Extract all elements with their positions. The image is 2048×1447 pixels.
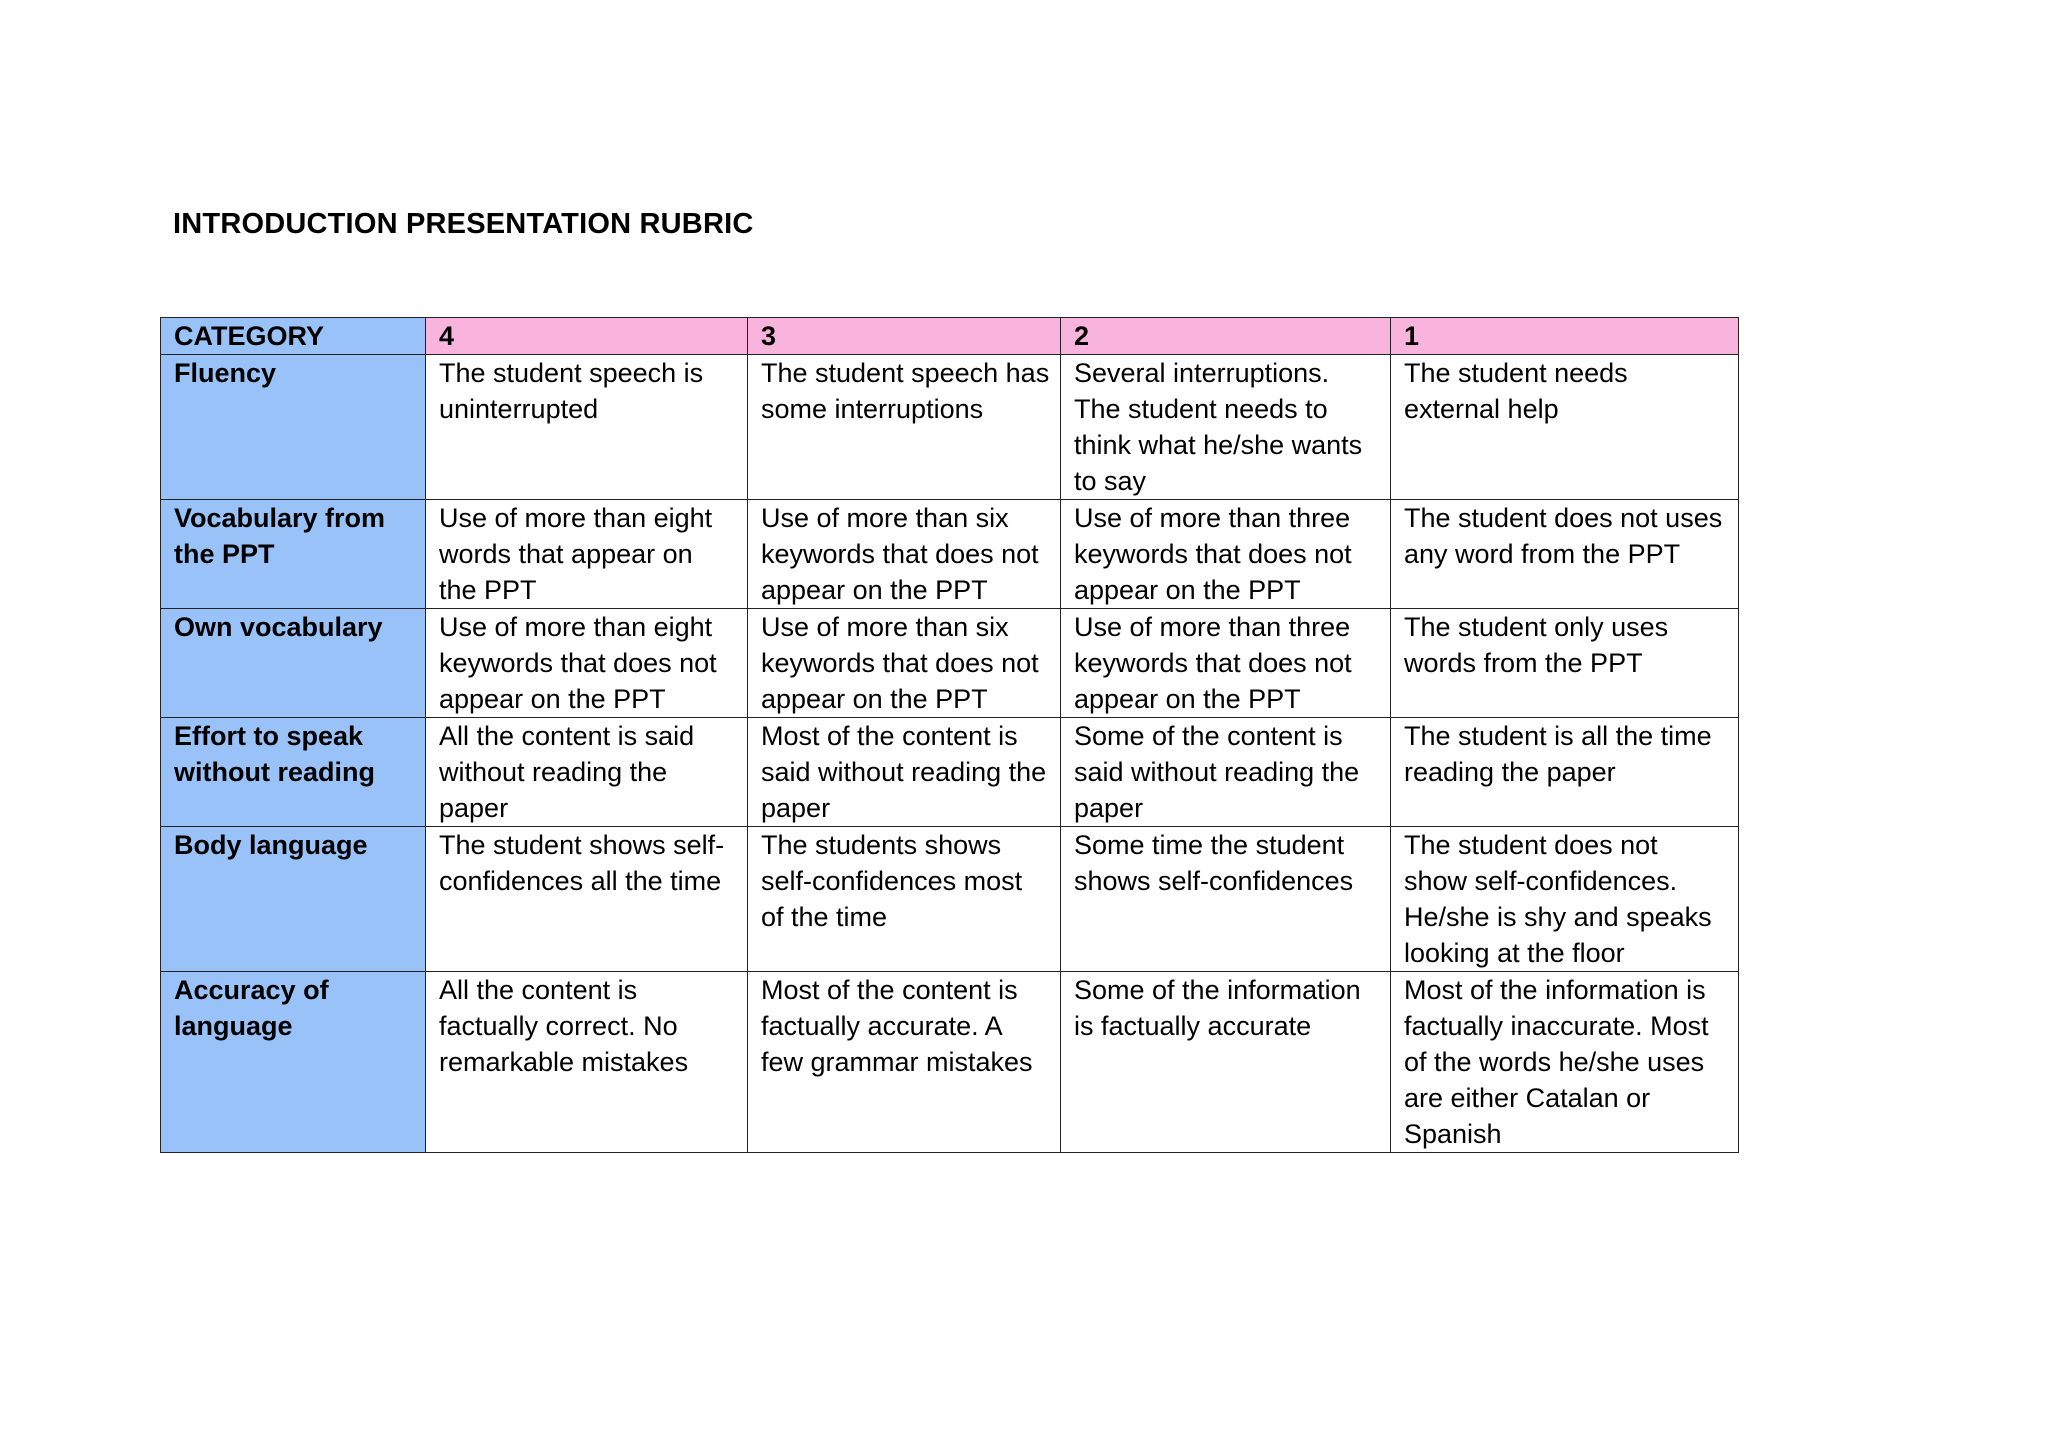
score-2-cell: Several interruptions. The student needs to think what he/she wants to say <box>1061 355 1391 500</box>
score-4-cell: All the content is factually correct. No remarkable mistakes <box>426 972 748 1153</box>
score-4-cell: Use of more than eight keywords that does not appear on the PPT <box>426 609 748 718</box>
header-category: CATEGORY <box>161 318 426 355</box>
score-3-cell: The student speech has some interruptions <box>748 355 1061 500</box>
score-2-cell: Some time the student shows self-confidences <box>1061 827 1391 972</box>
rubric-row-fluency <box>161 355 1739 500</box>
score-4-cell: Use of more than eight words that appear on the PPT <box>426 500 748 609</box>
category-cell: Body language <box>161 827 426 972</box>
score-2-cell: Some of the content is said without reading the paper <box>1061 718 1391 827</box>
score-3-cell: Use of more than six keywords that does not appear on the PPT <box>748 500 1061 609</box>
category-cell: Effort to speak without reading <box>161 718 426 827</box>
score-1-cell: The student does not show self-confidences. He/she is shy and speaks looking at the floor <box>1391 827 1739 972</box>
category-cell: Own vocabulary <box>161 609 426 718</box>
score-2-cell: Use of more than three keywords that does not appear on the PPT <box>1061 609 1391 718</box>
score-3-cell: Use of more than six keywords that does not appear on the PPT <box>748 609 1061 718</box>
category-cell: Fluency <box>161 355 426 500</box>
rubric-table <box>160 317 1739 1153</box>
rubric-row-own-vocabulary <box>161 609 1739 718</box>
score-2-cell: Use of more than three keywords that does not appear on the PPT <box>1061 500 1391 609</box>
category-cell: Vocabulary from the PPT <box>161 500 426 609</box>
score-4-cell: The student speech is uninterrupted <box>426 355 748 500</box>
score-3-cell: The students shows self-confidences most of the time <box>748 827 1061 972</box>
category-cell: Accuracy of language <box>161 972 426 1153</box>
header-score-2: 2 <box>1061 318 1391 355</box>
header-score-4: 4 <box>426 318 748 355</box>
score-1-cell: The student is all the time reading the paper <box>1391 718 1739 827</box>
score-1-cell: The student needs external help <box>1391 355 1739 500</box>
rubric-row-vocabulary-ppt <box>161 500 1739 609</box>
score-3-cell: Most of the content is factually accurate. A few grammar mistakes <box>748 972 1061 1153</box>
score-1-cell: The student does not uses any word from the PPT <box>1391 500 1739 609</box>
rubric-row-body-language <box>161 827 1739 972</box>
score-1-cell: Most of the information is factually inaccurate. Most of the words he/she uses are either Catalan or Spanish <box>1391 972 1739 1153</box>
rubric-row-accuracy-language <box>161 972 1739 1153</box>
score-3-cell: Most of the content is said without reading the paper <box>748 718 1061 827</box>
score-4-cell: All the content is said without reading the paper <box>426 718 748 827</box>
score-1-cell: The student only uses words from the PPT <box>1391 609 1739 718</box>
score-4-cell: The student shows self-confidences all the time <box>426 827 748 972</box>
header-score-1: 1 <box>1391 318 1739 355</box>
page-title: INTRODUCTION PRESENTATION RUBRIC <box>173 208 754 240</box>
header-score-3: 3 <box>748 318 1061 355</box>
rubric-row-effort-speak <box>161 718 1739 827</box>
rubric-header-row <box>161 318 1739 355</box>
score-2-cell: Some of the information is factually accurate <box>1061 972 1391 1153</box>
